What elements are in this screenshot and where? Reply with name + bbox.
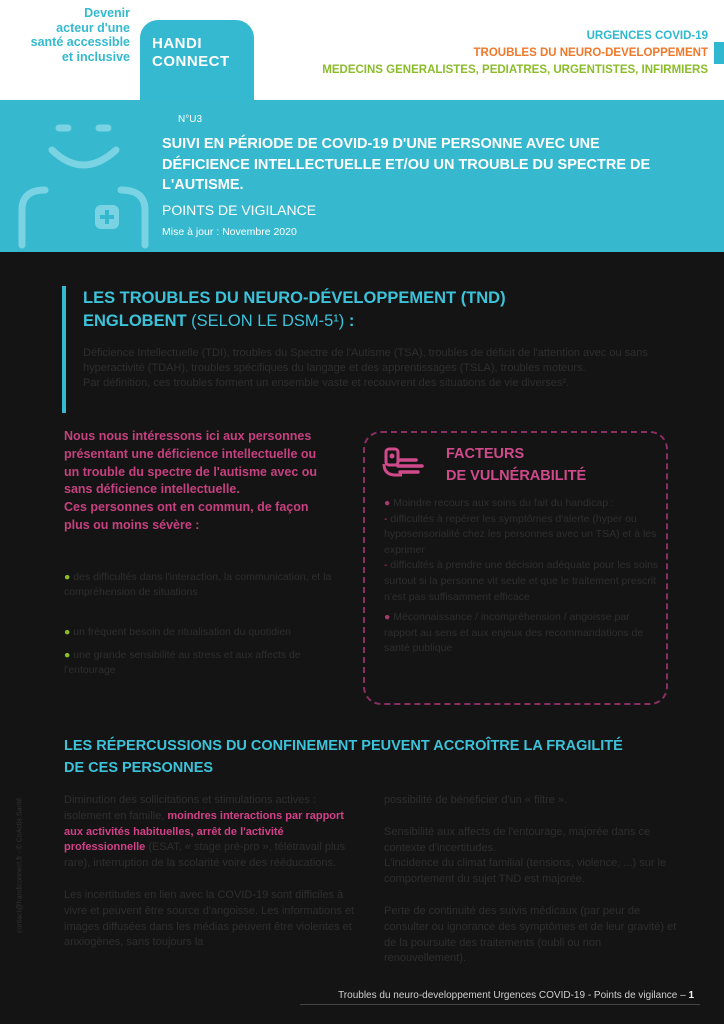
vulnerability-list xyxy=(384,496,664,657)
intro-paragraph-1: Nous nous intéressons ici aux personnes présentant une déficience intellectuelle ou un trouble du spectre de l'autisme avec ou sans déficience intellectuelle. xyxy=(64,429,318,497)
list-item xyxy=(384,496,664,512)
document-title: SUIVI EN PÉRIODE DE COVID-19 D'UNE PERSONNE AVEC UNE DÉFICIENCE INTELLECTUELLE ET/OU UN TROUBLE DU SPECTRE DE L'AUTISME. xyxy=(162,136,651,193)
bullet-icon: ● xyxy=(384,497,391,509)
page-number: 1 xyxy=(688,990,694,1001)
confinement-paragraph-4: Sensibilité aux affects de l'entourage, majorée dans ce contexte d'incertitudes. xyxy=(384,825,651,854)
list-item-text: des difficultés dans l'interaction, la communication, et la compréhension de situations xyxy=(64,571,332,598)
logo-line-1: HANDI xyxy=(152,35,202,52)
bullet-icon: ● xyxy=(64,649,71,661)
document-number: N°U3 xyxy=(178,114,203,125)
paragraph-text: (ESAT, « stage pré-pro », télétravail plus rare), interruption de la scolarité voire des rééducations. xyxy=(64,841,346,870)
tagline: Devenir acteur d'une santé accessible et inclusive xyxy=(30,6,130,64)
tnd-title-part-2: ENGLOBENT xyxy=(83,312,187,330)
paragraph-text: Diminution des sollicitations et stimulations actives : isolement en famille, xyxy=(64,794,316,822)
bullet-icon: ● xyxy=(64,571,71,583)
list-item xyxy=(384,558,664,605)
header-accent-mark xyxy=(714,42,724,64)
section-accent-bar xyxy=(62,286,66,413)
page-footer xyxy=(280,990,694,1001)
confinement-paragraph-1 xyxy=(64,793,364,872)
confinement-paragraph-2: Les incertitudes en lien avec la COVID-19 sont difficiles à vivre et peuvent être source d'angoisse. Les informations et images diffusées dans les médias peuvent être violentes et anxiogènes, sans toujours la xyxy=(64,888,355,949)
header-category-covid: URGENCES COVID-19 xyxy=(586,30,708,42)
intro-paragraph-2: Ces personnes ont en commun, de façon plus ou moins sévère : xyxy=(64,500,309,532)
list-item xyxy=(64,570,344,600)
doctor-face-icon xyxy=(0,100,160,252)
tnd-title-dsm: (SELON LE DSM-5¹) xyxy=(186,312,345,330)
footer-divider xyxy=(300,1004,700,1005)
list-item xyxy=(384,610,664,657)
list-item-text: une grande sensibilité au stress et aux affects de l'entourage xyxy=(64,649,301,676)
logo-line-2: CONNECT xyxy=(152,53,230,70)
confinement-paragraph-6: Perte de continuité des suivis médicaux (par peur de consulter ou ignorance des symptômes et de leur gravité) et de la poursuite des traitements (oubli ou non renouvellement). xyxy=(384,904,677,965)
dash-marker: - xyxy=(384,559,388,572)
confinement-paragraph-3: possibilité de bénéficier d'un « filtre ». xyxy=(384,794,568,806)
list-item xyxy=(64,648,344,678)
tnd-section-title xyxy=(83,287,683,333)
list-item-text: un fréquent besoin de ritualisation du quotidien xyxy=(73,626,292,638)
bullet-icon: ● xyxy=(384,611,391,624)
vulnerability-title: FACTEURS DE VULNÉRABILITÉ xyxy=(446,446,587,484)
list-item xyxy=(384,512,664,559)
document-subtitle: POINTS DE VIGILANCE xyxy=(162,202,317,218)
handiconnect-logo[interactable] xyxy=(140,20,254,100)
tnd-title-colon: : xyxy=(344,312,355,330)
hand-care-icon xyxy=(382,444,426,478)
confinement-right-column xyxy=(384,793,684,967)
tnd-title-part-1: LES TROUBLES DU NEURO-DÉVELOPPEMENT (TND) xyxy=(83,289,506,307)
list-item xyxy=(64,625,344,640)
confinement-paragraph-5: L'incidence du climat familial (tensions, violence, ...) sur le comportement du sujet TND est majorée. xyxy=(384,857,667,886)
tnd-definition: Par définition, ces troubles forment un ensemble vaste et recouvrent des situations de vie diverses². xyxy=(83,377,570,389)
tnd-description xyxy=(83,346,683,391)
side-credit: contact@handiconnect.fr - © CoActis Santé xyxy=(16,797,24,934)
list-item-text: Méconnaissance / incompréhension / angoisse par rapport au sens et aux enjeux des recommandations de santé publique xyxy=(384,611,644,655)
list-item-text: Moindre recours aux soins du fait du handicap : xyxy=(393,497,614,509)
intro-text xyxy=(64,428,334,535)
tnd-list: Déficience Intellectuelle (TDI), troubles du Spectre de l'Autisme (TSA), troubles de déficit de l'attention avec ou sans hyperactivité (TDAH), troubles spécifiques du langage et des apprentissages (TSLA), troubles moteurs. xyxy=(83,347,648,374)
confinement-left-column xyxy=(64,793,364,951)
dash-marker: - xyxy=(384,512,388,525)
bullet-icon: ● xyxy=(64,626,71,638)
list-item-text: difficultés à prendre une décision adéquate pour les soins surtout si la personne vit seule et que le traitement prescrit n'est pas suffisamment efficace xyxy=(384,559,659,603)
highlighted-text: moindres interactions par rapport aux activités habituelles, arrêt de l'activité professionnelle xyxy=(64,809,344,854)
footer-text: Troubles du neuro-developpement Urgences COVID-19 - Points de vigilance – xyxy=(338,990,689,1001)
header-category-tnd: TROUBLES DU NEURO-DEVELOPPEMENT xyxy=(473,47,708,59)
header-audience: MEDECINS GENERALISTES, PEDIATRES, URGENTISTES, INFIRMIERS xyxy=(322,64,708,76)
update-date: Mise à jour : Novembre 2020 xyxy=(162,226,297,238)
confinement-section-title: LES RÉPERCUSSIONS DU CONFINEMENT PEUVENT ACCROÎTRE LA FRAGILITÉ DE CES PERSONNES xyxy=(64,738,623,776)
list-item-text: difficultés à repérer les symptômes d'alerte (hyper ou hyposensorialité chez les personnes avec un TSA) et à les exprimer xyxy=(384,512,657,556)
